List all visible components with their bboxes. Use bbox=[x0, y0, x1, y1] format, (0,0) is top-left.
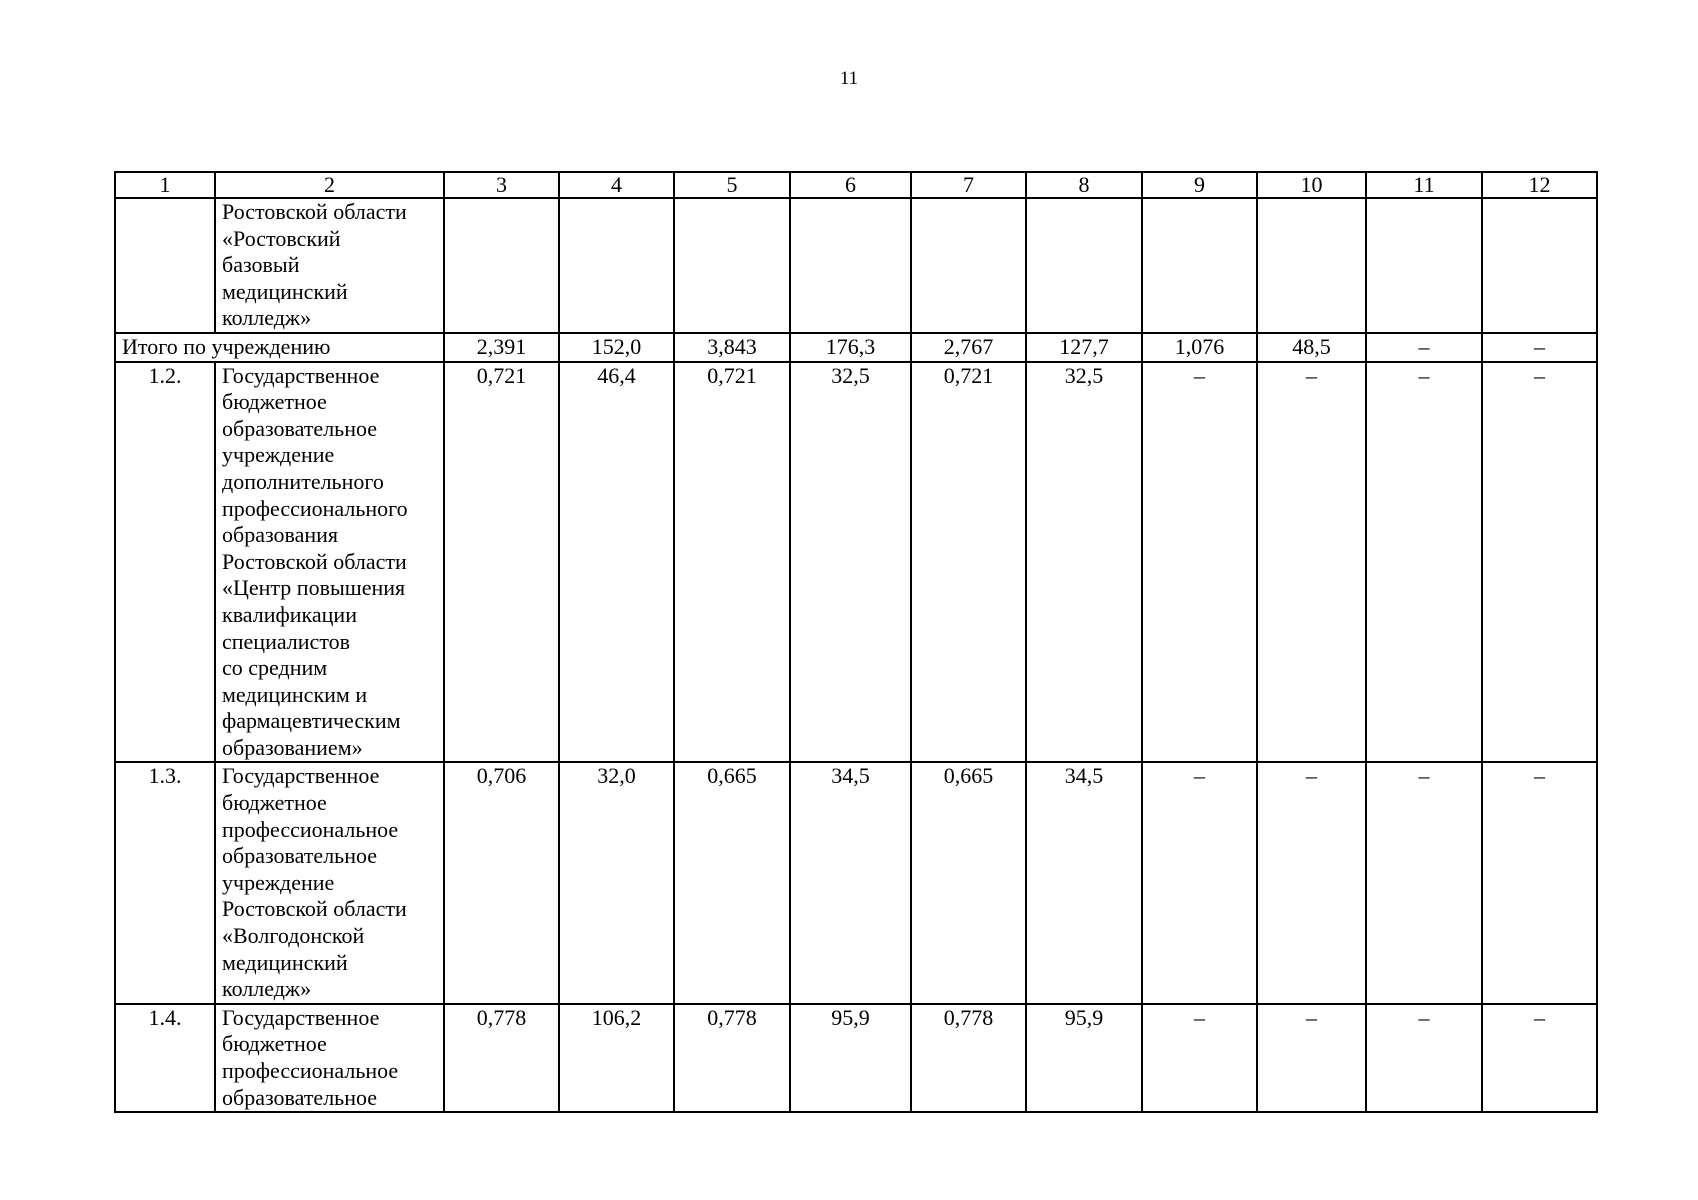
value-cell: 0,706 bbox=[444, 762, 559, 1003]
value-cell: – bbox=[1142, 762, 1257, 1003]
value-cell: 32,5 bbox=[1026, 362, 1142, 763]
value-cell: – bbox=[1482, 762, 1597, 1003]
column-number: 3 bbox=[444, 172, 559, 198]
table-row bbox=[115, 1004, 1597, 1112]
value-cell: – bbox=[1366, 1004, 1482, 1112]
name-line: профессионального bbox=[222, 495, 408, 521]
value-cell: 0,721 bbox=[444, 362, 559, 763]
name-line: Ростовской области bbox=[222, 199, 407, 224]
value-cell: – bbox=[1257, 362, 1366, 763]
total-label: Итого по учреждению bbox=[115, 333, 444, 362]
value-cell: 127,7 bbox=[1026, 333, 1142, 362]
value-cell: 1,076 bbox=[1142, 333, 1257, 362]
value-cell: 34,5 bbox=[790, 762, 911, 1003]
value-cell: – bbox=[1366, 362, 1482, 763]
name-line: Государственное bbox=[222, 763, 380, 789]
value-cell: 2,391 bbox=[444, 333, 559, 362]
value-cell: – bbox=[1482, 1004, 1597, 1112]
value-cell: 0,778 bbox=[674, 1004, 790, 1112]
name-line: Ростовской области bbox=[222, 548, 407, 574]
value-cell bbox=[1142, 198, 1257, 333]
data-table bbox=[114, 171, 1598, 1113]
value-cell: – bbox=[1482, 362, 1597, 763]
name-line: медицинским и bbox=[222, 681, 368, 707]
value-cell: 0,721 bbox=[911, 362, 1026, 763]
name-line: фармацевтическим bbox=[222, 708, 401, 734]
value-cell: 0,665 bbox=[674, 762, 790, 1003]
name-line: со средним bbox=[222, 655, 328, 681]
name-line: колледж» bbox=[222, 976, 312, 1002]
value-cell: 0,665 bbox=[911, 762, 1026, 1003]
value-cell: – bbox=[1142, 1004, 1257, 1112]
column-number: 6 bbox=[790, 172, 911, 198]
name-line: образовательное bbox=[222, 415, 378, 441]
row-number: 1.2. bbox=[115, 362, 215, 763]
continuation-row bbox=[115, 198, 1597, 333]
column-number: 2 bbox=[215, 172, 444, 198]
column-number: 5 bbox=[674, 172, 790, 198]
value-cell: 32,5 bbox=[790, 362, 911, 763]
name-line: образования bbox=[222, 522, 339, 548]
name-line: образованием» bbox=[222, 734, 363, 760]
value-cell: 2,767 bbox=[911, 333, 1026, 362]
name-line: дополнительного bbox=[222, 468, 384, 494]
name-line: «Ростовский bbox=[222, 225, 341, 251]
value-cell bbox=[1257, 198, 1366, 333]
value-cell: – bbox=[1142, 362, 1257, 763]
value-cell: – bbox=[1257, 762, 1366, 1003]
value-cell bbox=[1482, 198, 1597, 333]
column-number: 9 bbox=[1142, 172, 1257, 198]
value-cell: 95,9 bbox=[1026, 1004, 1142, 1112]
name-line: профессиональное bbox=[222, 816, 399, 842]
value-cell: 0,778 bbox=[444, 1004, 559, 1112]
value-cell bbox=[1366, 198, 1482, 333]
row-number: 1.3. bbox=[115, 762, 215, 1003]
value-cell: 34,5 bbox=[1026, 762, 1142, 1003]
institution-name bbox=[215, 198, 444, 333]
page-number: 11 bbox=[839, 68, 859, 89]
name-line: Ростовской области bbox=[222, 896, 407, 922]
column-number: 8 bbox=[1026, 172, 1142, 198]
institution-name bbox=[215, 1004, 444, 1112]
name-line: квалификации bbox=[222, 601, 357, 627]
value-cell: 48,5 bbox=[1257, 333, 1366, 362]
total-row bbox=[115, 333, 1597, 362]
table-row bbox=[115, 362, 1597, 763]
value-cell: 32,0 bbox=[559, 762, 674, 1003]
name-line: бюджетное bbox=[222, 790, 327, 816]
column-number: 10 bbox=[1257, 172, 1366, 198]
column-number: 11 bbox=[1366, 172, 1482, 198]
column-numbers-row bbox=[115, 172, 1597, 198]
name-line: образовательное bbox=[222, 1084, 378, 1110]
name-line: бюджетное bbox=[222, 389, 327, 415]
value-cell: 176,3 bbox=[790, 333, 911, 362]
name-line: Государственное bbox=[222, 1004, 380, 1030]
institution-name bbox=[215, 362, 444, 763]
value-cell bbox=[790, 198, 911, 333]
value-cell bbox=[559, 198, 674, 333]
column-number: 1 bbox=[115, 172, 215, 198]
value-cell bbox=[1026, 198, 1142, 333]
value-cell: 0,778 bbox=[911, 1004, 1026, 1112]
value-cell: 95,9 bbox=[790, 1004, 911, 1112]
table-row bbox=[115, 762, 1597, 1003]
name-line: профессиональное bbox=[222, 1058, 399, 1083]
value-cell: – bbox=[1366, 333, 1482, 362]
value-cell: – bbox=[1257, 1004, 1366, 1112]
value-cell: 0,721 bbox=[674, 362, 790, 763]
name-line: «Центр повышения bbox=[222, 575, 406, 601]
name-line: образовательное bbox=[222, 843, 378, 869]
column-number: 7 bbox=[911, 172, 1026, 198]
value-cell: 3,843 bbox=[674, 333, 790, 362]
value-cell: 46,4 bbox=[559, 362, 674, 763]
value-cell: 152,0 bbox=[559, 333, 674, 362]
name-line: Государственное bbox=[222, 362, 380, 388]
value-cell bbox=[911, 198, 1026, 333]
row-number: 1.4. bbox=[115, 1004, 215, 1112]
name-line: «Волгодонской bbox=[222, 923, 365, 949]
name-line: медицинский bbox=[222, 278, 348, 304]
name-line: специалистов bbox=[222, 628, 351, 654]
value-cell bbox=[674, 198, 790, 333]
name-line: медицинский bbox=[222, 949, 348, 975]
name-line: бюджетное bbox=[222, 1031, 327, 1057]
name-line: учреждение bbox=[222, 442, 335, 468]
row-number bbox=[115, 198, 215, 333]
value-cell: – bbox=[1366, 762, 1482, 1003]
column-number: 12 bbox=[1482, 172, 1597, 198]
value-cell: – bbox=[1482, 333, 1597, 362]
value-cell: 106,2 bbox=[559, 1004, 674, 1112]
name-line: базовый bbox=[222, 252, 300, 278]
name-line: колледж» bbox=[222, 305, 312, 331]
institution-name bbox=[215, 762, 444, 1003]
value-cell bbox=[444, 198, 559, 333]
column-number: 4 bbox=[559, 172, 674, 198]
name-line: учреждение bbox=[222, 869, 335, 895]
table-body bbox=[115, 172, 1597, 1112]
